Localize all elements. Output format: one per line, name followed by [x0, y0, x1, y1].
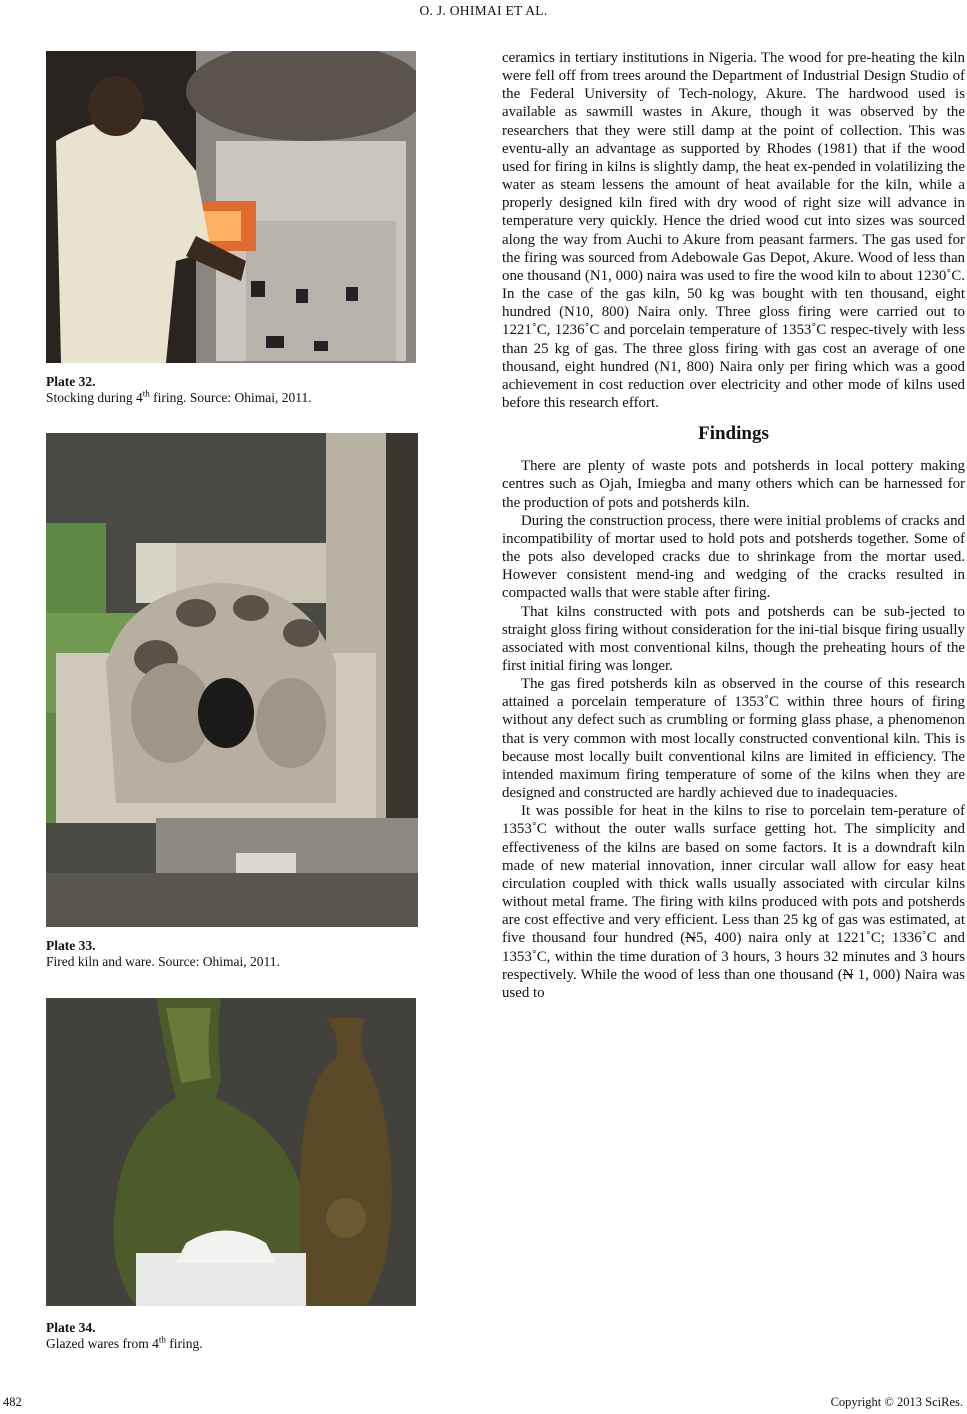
paragraph-text: It was possible for heat in the kilns to rise to porcelain tem-perature of 1353˚C without the outer walls surface getting hot. The simplicity and effectiveness of the kilns are based on some factors. It is a downdraft kiln made of new material innovation, inner circular wall allow for easy heat circulation coupled with thick walls usually associated with circular kilns without metal frame. The firing with kilns produced with pots and potsherds are cost effective and very efficient. Less than 25 kg of gas was estimated, at five thousand four hundred ( — [502, 803, 965, 947]
section-heading-findings: Findings — [698, 423, 769, 445]
body-text-column — [502, 49, 965, 1002]
paragraph: ceramics in tertiary institutions in Nigeria. The wood for pre-heating the kiln were fell off from trees around the Department of Industrial Design Studio of the Federal University of Tech-nology, Akure. The hardwood used is available as sawmill wastes in Akure, though it was observed by the researchers that they were still damp at the point of collection. This was eventu-ally an advantage as supported by Rhodes (1981) that if the wood used for firing in kilns is slightly damp, the heat ex-pended in volatilizing the water as steam lessens the amount of heat available for the kiln, while a properly designed kiln fired with dry wood of right size will advance in temperature very quickly. Hence the dried wood cut into sizes was sourced along the way from Auchi to Akure from peasant farmers. The gas used for the firing was sourced from Adebowale Gas Depot, Akure. Wood of less than one thousand (N1, 000) naira was used to fire the wood kiln to about 1230˚C. In the case of the gas kiln, 50 kg was bought with ten thousand, eight hundred (N10, 800) Naira only. Three gloss firing were carried out to 1221˚C, 1236˚C and porcelain temperature of 1353˚C respec-tively with less than 25 kg of gas. The three gloss firing with gas cost an average of one thousand, eight hundred (N1, 800) Naira only per firing which was a good achievement in cost reduction over electricity and other mode of kilns used before this research effort. — [502, 50, 965, 411]
plate-label: Plate 33. — [46, 938, 96, 953]
plate-label: Plate 32. — [46, 374, 96, 389]
caption-sup: th — [142, 388, 150, 399]
plate-33-caption — [46, 938, 280, 970]
plate-32-photo — [46, 51, 416, 363]
copyright: Copyright © 2013 SciRes. — [830, 1395, 963, 1409]
plate-label: Plate 34. — [46, 1320, 96, 1335]
plate-34-photo — [46, 998, 416, 1306]
paragraph — [502, 802, 965, 1002]
paragraph: That kilns constructed with pots and potsherds can be sub-jected to straight gloss firing without consideration for the ini-tial bisque firing usually associated with most conventional kilns, though the preheating hours of the first initial firing was longer. — [502, 603, 965, 674]
caption-text-end: firing. — [165, 1336, 203, 1351]
caption-text: Glazed wares from 4 — [46, 1336, 159, 1351]
naira-symbol: N — [685, 930, 696, 947]
plate-34-caption — [46, 1320, 203, 1352]
caption-text: Stocking during 4 — [46, 390, 143, 405]
naira-symbol: N — [842, 966, 854, 983]
page-number: 482 — [3, 1395, 22, 1409]
paragraph-text: 1, 000) Naira was used to — [502, 966, 965, 1001]
paragraph: There are plenty of waste pots and potsherds in local pottery making centres such as Ojah, Imiegba and many others which can be harnessed for the production of pots and potsherds kiln. — [502, 458, 965, 511]
caption-sup: th — [158, 1334, 166, 1345]
paragraph: During the construction process, there were initial problems of cracks and incompatibility of mortar used to hold pots and potsherds together. Some of the pots also developed cracks due to shrinkage from the mortar used. However consistent mend-ing and wedging of the cracks resulted in compacted walls that were stable after firing. — [502, 512, 965, 602]
plate-33-photo — [46, 433, 418, 927]
caption-text: Fired kiln and ware. Source: Ohimai, 2011. — [46, 954, 280, 969]
plate-32-caption — [46, 374, 312, 406]
caption-text-end: firing. Source: Ohimai, 2011. — [149, 390, 312, 405]
paragraph: The gas fired potsherds kiln as observed in the course of this research attained a porcelain temperature of 1353˚C within three hours of firing without any defect such as crumbling or forming glass phase, a phenomenon that is very common with most locally constructed conventional kiln. This is because most locally built conventional kilns are limited in efficiency. The intended maximum firing temperature of some of the kilns when they are designed and constructed are hardly achieved due to inadequacies. — [502, 676, 965, 802]
paragraph-text: 5, 400) naira only at 1221˚C; 1336˚C and 1353˚C, within the time duration of 3 hours, 3 hours 32 minutes and 3 hours respectively. While the wood of less than one thousand ( — [502, 930, 965, 983]
running-head: O. J. OHIMAI ET AL. — [419, 3, 548, 18]
